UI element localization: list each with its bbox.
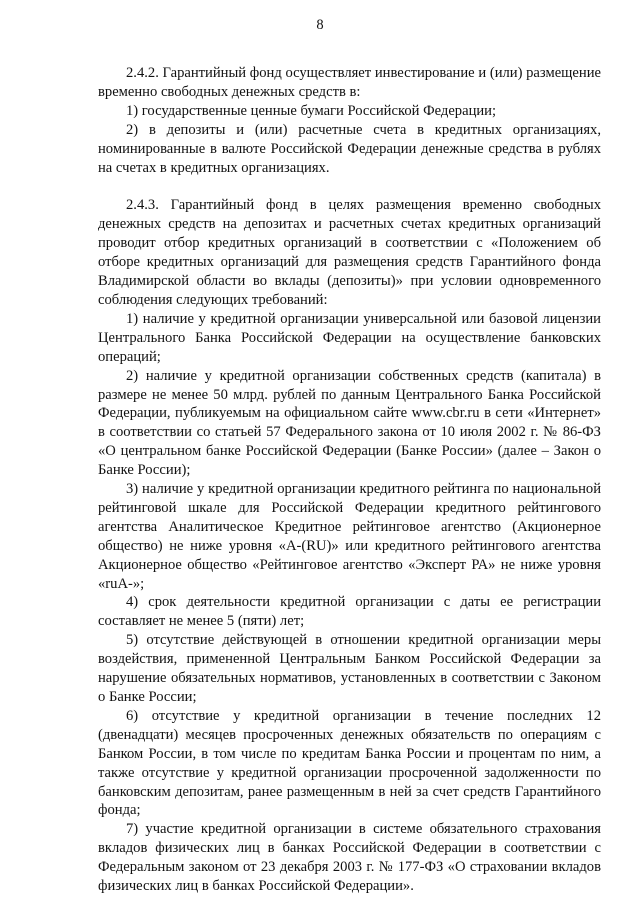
document-body: [98, 64, 601, 896]
page-number: 8: [316, 17, 324, 33]
section-2-4-3-intro: 2.4.3. Гарантийный фонд в целях размещения временно свободных денежных средств на депозитах и расчетных счетах кредитных организаций проводит отбор кредитных организаций в соответствии с «Положением об отборе кредитных организаций для размещения средств Гарантийного фонда Владимирской области во вклады (депозиты)» при условии одновременного соблюдения следующих требований:: [98, 197, 601, 308]
section-2-4-3-item-2: 2) наличие у кредитной организации собственных средств (капитала) в размере не менее 50 млрд. рублей по данным Центрального Банка Российской Федерации, публикуемым на официальном сайте www.cbr.ru в сети «Интернет» в соответствии со статьей 57 Федерального закона от 10 июля 2002 г. № 86-ФЗ «О центральном банке Российской Федерации (Банке России» (далее – Закон о Банке России);: [98, 367, 601, 479]
section-2-4-3-item-5: 5) отсутствие действующей в отношении кредитной организации меры воздействия, примененной Центральным Банком Российской Федерации за нарушение обязательных нормативов, установленных в соответствии с Законом о Банке России;: [98, 632, 601, 705]
section-2-4-3-item-1: 1) наличие у кредитной организации универсальной или базовой лицензии Центрального Банка Российской Федерации на осуществление банковских операций;: [98, 310, 601, 365]
section-2-4-2-item-1: 1) государственные ценные бумаги Российской Федерации;: [126, 102, 497, 119]
section-2-4-2-item-2: 2) в депозиты и (или) расчетные счета в кредитных организациях, номинированные в валюте Российской Федерации денежные средства в рублях на счетах в кредитных организациях.: [98, 121, 601, 176]
section-2-4-3-item-7: 7) участие кредитной организации в системе обязательного страхования вкладов физических лиц в банках Российской Федерации в соответствии с Федеральным законом от 23 декабря 2003 г. № 177-ФЗ «О страховании вкладов физических лиц в банках Российской Федерации».: [98, 821, 601, 895]
section-2-4-3-item-4: 4) срок деятельности кредитной организации с даты ее регистрации составляет не менее 5 (пяти) лет;: [98, 594, 601, 630]
section-2-4-3-item-6: 6) отсутствие у кредитной организации в течение последних 12 (двенадцати) месяцев просроченных денежных обязательств по операциям с Банком России, в том числе по кредитам Банка России и процентам по ним, а также отсутствие у кредитной организации просроченной задолженности по банковским депозитам, ранее размещенным в ней за счет средств Гарантийного фонда;: [98, 707, 601, 819]
section-2-4-2-intro: 2.4.2. Гарантийный фонд осуществляет инвестирование и (или) размещение временно свободных денежных средств в:: [98, 65, 601, 100]
section-2-4-3-item-3: 3) наличие у кредитной организации кредитного рейтинга по национальной рейтинговой шкале для Российской Федерации кредитного рейтингового агентства Аналитическое Кредитное рейтинговое агентство (Акционерное общество) не ниже уровня «А-(RU)» или кредитного рейтингового агентства Акционерное общество «Рейтинговое агентство «Эксперт РА» не ниже уровня «ruA-»;: [98, 481, 601, 592]
